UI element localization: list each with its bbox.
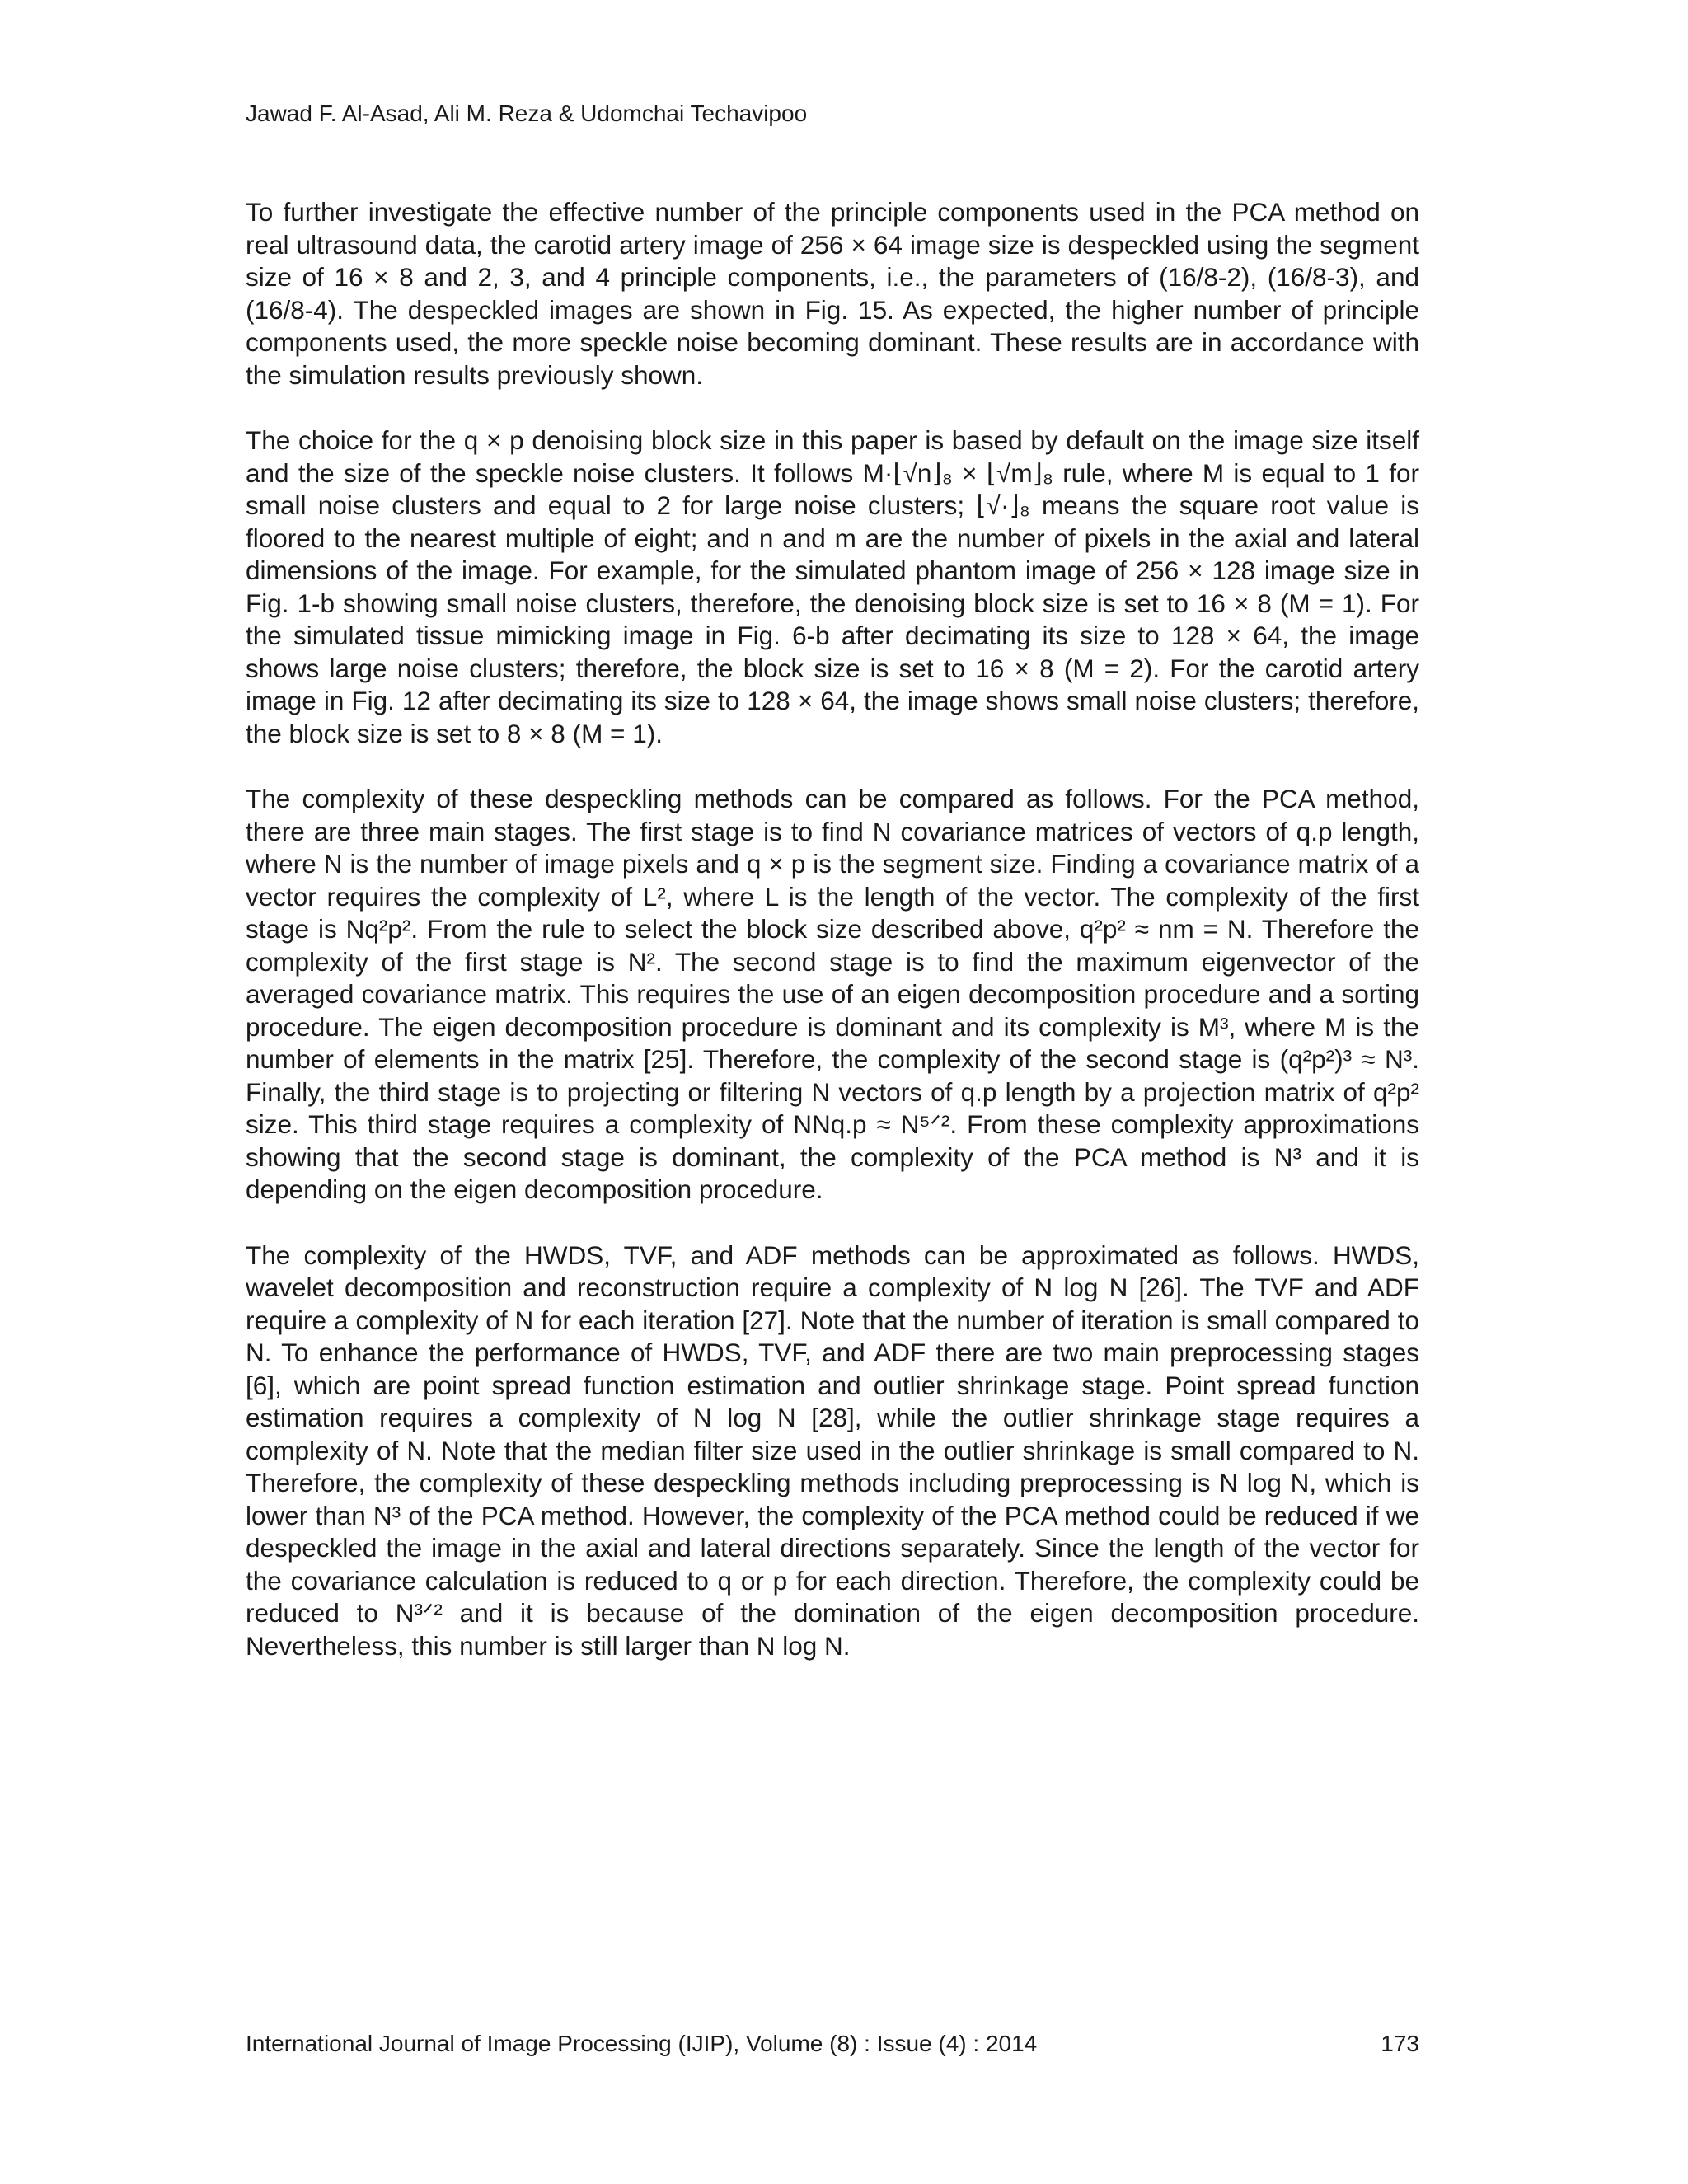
running-header-authors: Jawad F. Al-Asad, Ali M. Reza & Udomchai Techavipoo [246,101,808,126]
paragraph-pca-complexity: The complexity of these despeckling methods can be compared as follows. For the PCA method, there are three main stages. The first stage is to find N covariance matrices of vectors of q.p length, where N is the number of image pixels and q × p is the segment size. Finding a covariance matrix of a vector requires the complexity of L², where L is the length of the vector. The complexity of the first stage is Nq²p². From the rule to select the block size described above, q²p² ≈ nm = N. Therefore the complexity of the first stage is N². The second stage is to find the maximum eigenvector of the averaged covariance matrix. This requires the use of an eigen decomposition procedure and a sorting procedure. The eigen decomposition procedure is dominant and its complexity is M³, where M is the number of elements in the matrix [25]. Therefore, the complexity of the second stage is (q²p²)³ ≈ N³. Finally, the third stage is to projecting or filtering N vectors of q.p length by a projection matrix of q²p² size. This third stage requires a complexity of NNq.p ≈ N⁵ᐟ². From these complexity approximations showing that the second stage is dominant, the complexity of the PCA method is N³ and it is depending on the eigen decomposition procedure. [246,784,1419,1204]
paragraph-other-methods-complexity: The complexity of the HWDS, TVF, and ADF methods can be approximated as follows. HWDS, wavelet decomposition and reconstruction require a complexity of N log N [26]. The TVF and ADF require a complexity of N for each iteration [27]. Note that the number of iteration is small compared to N. To enhance the performance of HWDS, TVF, and ADF there are two main preprocessing stages [6], which are point spread function estimation and outlier shrinkage stage. Point spread function estimation requires a complexity of N log N [28], while the outlier shrinkage stage requires a complexity of N. Note that the median filter size used in the outlier shrinkage is small compared to N. Therefore, the complexity of these despeckling methods including preprocessing is N log N, which is lower than N³ of the PCA method. However, the complexity of the PCA method could be reduced if we despeckled the image in the axial and lateral directions separately. Since the length of the vector for the covariance calculation is reduced to q or p for each direction. Therefore, the complexity could be reduced to N³ᐟ² and it is because of the domination of the eigen decomposition procedure. Nevertheless, this number is still larger than N log N. [246,1240,1419,1661]
journal-citation: International Journal of Image Processing (IJIP), Volume (8) : Issue (4) : 2014 [246,2031,1038,2056]
paragraph-block-size: The choice for the q × p denoising block size in this paper is based by default on the image size itself and the size of the speckle noise clusters. It follows M·⌊√n⌋₈ × ⌊√m⌋₈ rule, where M is equal to 1 for small noise clusters and equal to 2 for large noise clusters; ⌊√·⌋₈ means the square root value is floored to the nearest multiple of eight; and n and m are the number of pixels in the axial and lateral dimensions of the image. For example, for the simulated phantom image of 256 × 128 image size in Fig. 1-b showing small noise clusters, therefore, the denoising block size is set to 16 × 8 (M = 1). For the simulated tissue mimicking image in Fig. 6-b after decimating its size to 128 × 64, the image shows large noise clusters; therefore, the block size is set to 16 × 8 (M = 2). For the carotid artery image in Fig. 12 after decimating its size to 128 × 64, the image shows small noise clusters; therefore, the block size is set to 8 × 8 (M = 1). [246,425,1419,748]
paragraph-pca-components: To further investigate the effective number of the principle components used in the PCA method on real ultrasound data, the carotid artery image of 256 × 64 image size is despeckled using the segment size of 16 × 8 and 2, 3, and 4 principle components, i.e., the parameters of (16/8-2), (16/8-3), and (16/8-4). The despeckled images are shown in Fig. 15. As expected, the higher number of principle components used, the more speckle noise becoming dominant. These results are in accordance with the simulation results previously shown. [246,197,1419,390]
page-number: 173 [1381,2031,1419,2056]
article-body [246,196,1419,1662]
